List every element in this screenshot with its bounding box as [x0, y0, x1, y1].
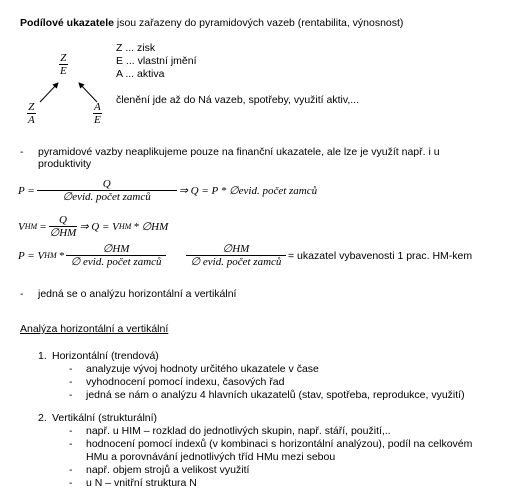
formula-productivity: P = $\frac{Q}{\text{∅evid. počet zamců}}$ ⇒ Q = P * ∅evid. počet zamců — [18, 178, 318, 203]
legend-a: A ... aktiva — [116, 68, 165, 80]
dash-marker: - — [69, 363, 73, 375]
pyramid-right-fraction: A E — [94, 101, 101, 126]
intro-rest: jsou zařazeny do pyramidových vazeb (rentabilita, výnosnost) — [113, 17, 404, 29]
item1-sub-3: jedná se nám o analýzu 4 hlavních ukazatelů (stav, spotřeba, reprodukce, využití) — [86, 389, 465, 401]
item1-number: 1. — [38, 350, 47, 362]
dash-marker: - — [69, 425, 73, 437]
item1-sub-1: analyzuje vývoj hodnoty určitého ukazatele v čase — [86, 363, 319, 375]
bullet-marker: - — [20, 288, 24, 300]
bullet-marker: - — [20, 146, 24, 158]
dash-marker: - — [69, 464, 73, 476]
item2-sub-4: u N – vnitřní struktura N — [86, 477, 197, 489]
formula-hm-equipment: V HM = $\frac{Q}{\emptyset HM}$ ⇒ Q = V HM * ∅HM — [18, 214, 169, 239]
formula3-fraction: $\frac{\emptyset HM}{\text{∅ evid. počet zamců}}$ — [66, 243, 166, 268]
item2-sub-3: např. objem strojů a velikost využití — [86, 464, 250, 476]
item2-sub-2-cont: HMu a porovnávání jednotlivých tříd HMu mezi sebou — [86, 451, 336, 463]
intro-bold: Podílové ukazatele — [20, 17, 114, 29]
item2-title: Vertikální (strukturální) — [52, 412, 158, 424]
cleneni-text: členění jde až do Ná vazeb, spotřeby, využití aktiv,... — [116, 94, 359, 106]
formula-combined: P = V HM * $\frac{\emptyset HM}{\text{∅ evid. počet zamců}}$ — [18, 243, 168, 268]
item1-sub-2: vyhodnocení pomocí indexu, časových řad — [86, 376, 285, 388]
item2-sub-1: např. u HIM – rozklad do jednotlivých skupin, např. stáří, použití,.. — [86, 425, 391, 437]
legend-e: E ... vlastní jmění — [116, 55, 197, 67]
pyramid-top-fraction: Z E — [60, 52, 67, 77]
bullet1-line2: produktivity — [38, 158, 92, 170]
formula1-fraction: $\frac{Q}{\text{∅evid. počet zamců}}$ — [37, 178, 177, 203]
formula-equipment-ratio: $\frac{\emptyset HM}{\text{∅ evid. počet zamců}}$ = ukazatel vybavenosti 1 prac. HM-kem — [184, 243, 472, 268]
intro-line — [20, 17, 403, 29]
dash-marker: - — [69, 477, 73, 489]
formula4-fraction: $\frac{\emptyset HM}{\text{∅ evid. počet zamců}}$ — [186, 243, 286, 268]
section-title: Analýza horizontální a vertikální — [20, 323, 169, 335]
dash-marker: - — [69, 438, 73, 450]
bullet1-line1: pyramidové vazby neaplikujeme pouze na finanční ukazatele, ale lze je využít např. i u — [38, 146, 440, 158]
pyramid-left-fraction: Z A — [28, 101, 35, 126]
dash-marker: - — [69, 376, 73, 388]
item1-title: Horizontální (trendová) — [52, 350, 159, 362]
legend-z: Z ... zisk — [116, 42, 156, 54]
dash-marker: - — [69, 389, 73, 401]
formula2-fraction: $\frac{Q}{\emptyset HM}$ — [49, 214, 77, 239]
item2-number: 2. — [38, 412, 47, 424]
item2-sub-2: hodnocení pomocí indexů (v kombinaci s horizontální analýzou), podíl na celkovém — [86, 438, 473, 450]
bullet2-text: jedná se o analýzu horizontální a vertikální — [38, 288, 237, 300]
